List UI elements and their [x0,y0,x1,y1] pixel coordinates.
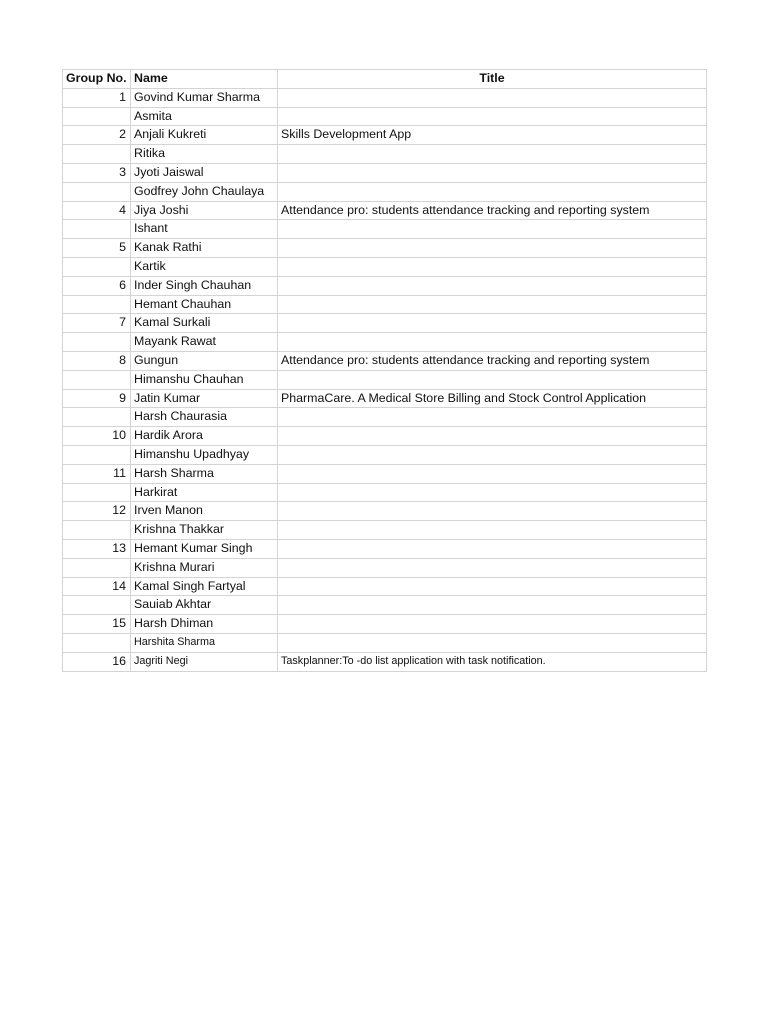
title-cell [278,558,707,577]
group-number-cell [63,596,131,615]
group-number-cell [63,107,131,126]
table-row [63,145,707,164]
title-cell [278,502,707,521]
title-cell [278,107,707,126]
table-row [63,389,707,408]
name-cell: Hemant Chauhan [131,295,278,314]
title-cell [278,333,707,352]
table-row [63,596,707,615]
group-number-cell: 5 [63,239,131,258]
name-cell: Godfrey John Chaulaya [131,182,278,201]
title-cell [278,521,707,540]
name-cell: Hemant Kumar Singh [131,539,278,558]
group-number-cell: 15 [63,615,131,634]
table-row [63,88,707,107]
name-cell: Kamal Singh Fartyal [131,577,278,596]
title-cell: Skills Development App [278,126,707,145]
group-number-cell: 1 [63,88,131,107]
title-cell: PharmaCare. A Medical Store Billing and Stock Control Application [278,389,707,408]
title-cell [278,88,707,107]
table-row [63,558,707,577]
group-number-cell: 14 [63,577,131,596]
table-row [63,577,707,596]
table-row [63,445,707,464]
name-cell: Sauiab Akhtar [131,596,278,615]
group-number-cell [63,445,131,464]
table-row [63,521,707,540]
group-number-cell [63,633,131,652]
name-cell: Harshita Sharma [131,633,278,652]
name-cell: Harsh Chaurasia [131,408,278,427]
table-row [63,652,707,671]
title-cell [278,163,707,182]
title-cell [278,408,707,427]
title-cell [278,370,707,389]
title-cell [278,220,707,239]
name-cell: Jiya Joshi [131,201,278,220]
group-table [62,69,707,672]
spreadsheet [62,69,706,672]
table-row [63,163,707,182]
header-name: Name [131,70,278,89]
name-cell: Kamal Surkali [131,314,278,333]
name-cell: Harsh Dhiman [131,615,278,634]
group-number-cell [63,295,131,314]
group-number-cell [63,370,131,389]
title-cell [278,633,707,652]
table-row [63,427,707,446]
group-number-cell: 16 [63,652,131,671]
group-number-cell: 7 [63,314,131,333]
group-number-cell [63,558,131,577]
name-cell: Gungun [131,351,278,370]
table-row [63,464,707,483]
name-cell: Himanshu Chauhan [131,370,278,389]
name-cell: Harsh Sharma [131,464,278,483]
table-row [63,333,707,352]
group-number-cell: 6 [63,276,131,295]
name-cell: Govind Kumar Sharma [131,88,278,107]
title-cell [278,145,707,164]
title-cell [278,257,707,276]
group-number-cell: 3 [63,163,131,182]
name-cell: Hardik Arora [131,427,278,446]
table-row [63,539,707,558]
name-cell: Krishna Murari [131,558,278,577]
title-cell [278,445,707,464]
table-row [63,295,707,314]
group-number-cell: 8 [63,351,131,370]
name-cell: Inder Singh Chauhan [131,276,278,295]
title-cell [278,314,707,333]
table-row [63,370,707,389]
group-number-cell: 12 [63,502,131,521]
header-title: Title [278,70,707,89]
title-cell [278,276,707,295]
group-number-cell: 13 [63,539,131,558]
group-number-cell: 11 [63,464,131,483]
table-row [63,633,707,652]
table-row [63,239,707,258]
name-cell: Jyoti Jaiswal [131,163,278,182]
name-cell: Jatin Kumar [131,389,278,408]
group-number-cell: 10 [63,427,131,446]
name-cell: Mayank Rawat [131,333,278,352]
name-cell: Kartik [131,257,278,276]
title-cell: Attendance pro: students attendance tracking and reporting system [278,201,707,220]
group-number-cell [63,182,131,201]
table-row [63,615,707,634]
name-cell: Ishant [131,220,278,239]
name-cell: Krishna Thakkar [131,521,278,540]
header-row [63,70,707,89]
group-number-cell: 9 [63,389,131,408]
name-cell: Kanak Rathi [131,239,278,258]
name-cell: Asmita [131,107,278,126]
group-number-cell [63,521,131,540]
name-cell: Harkirat [131,483,278,502]
table-row [63,201,707,220]
group-number-cell: 4 [63,201,131,220]
title-cell: Taskplanner:To -do list application with task notification. [278,652,707,671]
table-row [63,483,707,502]
table-row [63,182,707,201]
group-number-cell [63,483,131,502]
title-cell [278,596,707,615]
title-cell [278,182,707,201]
header-group-no: Group No. [63,70,131,89]
table-row [63,314,707,333]
table-row [63,351,707,370]
title-cell [278,539,707,558]
title-cell: Attendance pro: students attendance tracking and reporting system [278,351,707,370]
group-number-cell [63,145,131,164]
name-cell: Jagriti Negi [131,652,278,671]
group-number-cell [63,257,131,276]
table-row [63,502,707,521]
name-cell: Irven Manon [131,502,278,521]
title-cell [278,464,707,483]
title-cell [278,577,707,596]
title-cell [278,239,707,258]
table-row [63,126,707,145]
table-row [63,107,707,126]
table-row [63,220,707,239]
name-cell: Ritika [131,145,278,164]
table-row [63,276,707,295]
table-row [63,408,707,427]
group-number-cell: 2 [63,126,131,145]
table-row [63,257,707,276]
title-cell [278,427,707,446]
title-cell [278,615,707,634]
group-number-cell [63,220,131,239]
title-cell [278,295,707,314]
name-cell: Anjali Kukreti [131,126,278,145]
group-number-cell [63,333,131,352]
title-cell [278,483,707,502]
name-cell: Himanshu Upadhyay [131,445,278,464]
group-number-cell [63,408,131,427]
